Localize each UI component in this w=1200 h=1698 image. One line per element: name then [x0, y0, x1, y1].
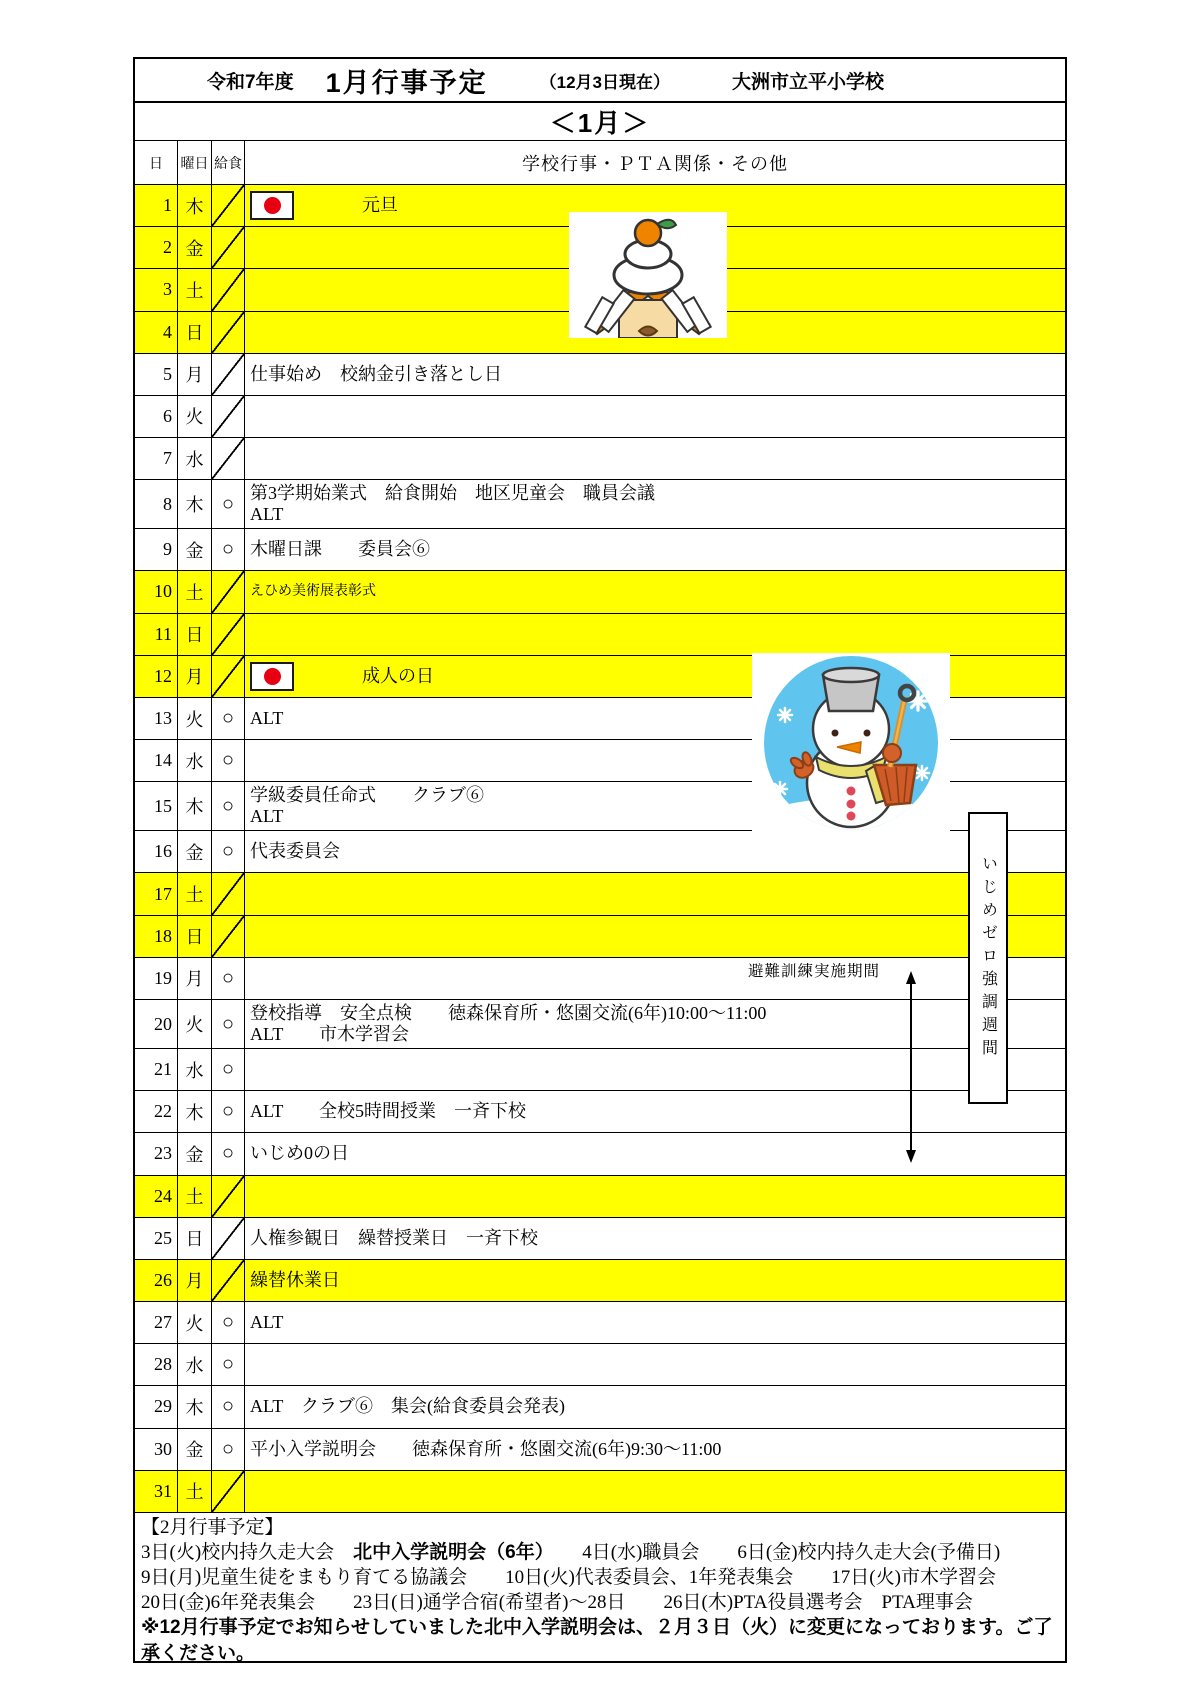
column-header-events: 学校行事・ＰＴＡ関係・その他 — [522, 153, 788, 174]
weekday-cell: 月 — [178, 354, 212, 395]
events-cell — [245, 873, 1065, 914]
snowman-illustration — [752, 653, 950, 838]
no-lunch-slash-icon — [212, 916, 245, 957]
day-number-cell: 1 — [135, 185, 178, 226]
weekday-cell: 木 — [178, 480, 212, 528]
flag-sun-disc — [264, 197, 281, 214]
document-title: 1月行事予定 — [325, 67, 488, 98]
event-text: いじめ0の日 — [250, 1143, 349, 1164]
calendar-row — [135, 1302, 1065, 1344]
no-lunch-slash-icon — [212, 1176, 245, 1217]
event-text: 人権参観日 繰替授業日 一斉下校 — [250, 1227, 538, 1248]
lunch-served-mark: ○ — [212, 1302, 245, 1343]
february-schedule-line — [141, 1540, 1057, 1565]
events-cell — [245, 1344, 1065, 1385]
weekday-cell: 火 — [178, 698, 212, 739]
month-title: ＜1月＞ — [135, 103, 1065, 141]
holiday-entry — [250, 191, 398, 220]
events-cell — [245, 396, 1065, 437]
day-number-cell: 14 — [135, 740, 178, 781]
lunch-served-mark: ○ — [212, 958, 245, 999]
lunch-served-mark: ○ — [212, 1429, 245, 1470]
japan-flag-icon — [250, 662, 294, 691]
day-number-cell: 12 — [135, 656, 178, 697]
events-cell — [245, 354, 1065, 395]
events-cell — [245, 916, 1065, 957]
lunch-served-mark: ○ — [212, 698, 245, 739]
day-number-cell: 22 — [135, 1091, 178, 1132]
events-cell — [245, 1049, 1065, 1090]
day-number-cell: 23 — [135, 1133, 178, 1174]
lunch-served-mark: ○ — [212, 1386, 245, 1427]
school-name-label: 大洲市立平小学校 — [731, 71, 884, 93]
day-number-cell: 16 — [135, 831, 178, 872]
calendar-row — [135, 1344, 1065, 1386]
day-number-cell: 27 — [135, 1302, 178, 1343]
events-cell — [245, 1000, 1065, 1048]
events-cell — [245, 1302, 1065, 1343]
event-text: えひめ美術展表彰式 — [250, 583, 376, 599]
events-cell — [245, 958, 1065, 999]
weekday-cell: 木 — [178, 782, 212, 830]
lunch-served-mark: ○ — [212, 740, 245, 781]
weekday-cell: 金 — [178, 1429, 212, 1470]
day-number-cell: 26 — [135, 1260, 178, 1301]
event-text: ALT 市木学習会 — [250, 1024, 410, 1044]
day-number-cell: 3 — [135, 269, 178, 310]
events-cell — [245, 1176, 1065, 1217]
document-header — [135, 59, 1065, 103]
change-notice-note: ※12月行事予定でお知らせしていました北中入学説明会は、２月３日（火）に変更になっております。ご了承ください。 — [141, 1617, 1053, 1664]
february-line1-bold: 北中入学説明会（6年） — [353, 1542, 545, 1563]
events-cell — [245, 1471, 1065, 1512]
calendar-row — [135, 1429, 1065, 1471]
february-schedule-line: 9日(月)児童生徒をまもり育てる協議会 10日(火)代表委員会、1年発表集会 17日(火)市木学習会 — [141, 1567, 996, 1588]
day-number-cell: 30 — [135, 1429, 178, 1470]
no-lunch-slash-icon — [212, 1471, 245, 1512]
day-number-cell: 2 — [135, 227, 178, 268]
calendar-row — [135, 1133, 1065, 1175]
calendar-row — [135, 354, 1065, 396]
day-number-cell: 24 — [135, 1176, 178, 1217]
holiday-name: 成人の日 — [362, 665, 434, 686]
evacuation-period-label: 避難訓練実施期間 — [748, 963, 881, 980]
calendar-row — [135, 1218, 1065, 1260]
february-line1-post: 4日(水)職員会 6日(金)校内持久走大会(予備日) — [544, 1542, 1001, 1563]
calendar-row — [135, 1260, 1065, 1302]
day-number-cell: 25 — [135, 1218, 178, 1259]
events-cell — [245, 1260, 1065, 1301]
as-of-date-label: （12月3日現在） — [539, 72, 670, 92]
calendar-row — [135, 571, 1065, 613]
weekday-cell: 火 — [178, 396, 212, 437]
weekday-cell: 火 — [178, 1302, 212, 1343]
weekday-cell: 金 — [178, 831, 212, 872]
no-lunch-slash-icon — [212, 227, 245, 268]
weekday-cell: 木 — [178, 1091, 212, 1132]
weekday-cell: 日 — [178, 312, 212, 353]
events-cell — [245, 529, 1065, 570]
weekday-cell: 水 — [178, 1049, 212, 1090]
weekday-cell: 日 — [178, 1218, 212, 1259]
day-number-cell: 8 — [135, 480, 178, 528]
no-lunch-slash-icon — [212, 1260, 245, 1301]
weekday-cell: 日 — [178, 916, 212, 957]
calendar-row — [135, 1471, 1065, 1512]
holiday-name: 元旦 — [362, 194, 398, 215]
day-number-cell: 9 — [135, 529, 178, 570]
events-cell — [245, 614, 1065, 655]
event-text: 繰替休業日 — [250, 1269, 340, 1290]
event-text: ALT — [250, 707, 284, 728]
lunch-served-mark: ○ — [212, 1049, 245, 1090]
footer-section — [135, 1512, 1065, 1664]
japan-flag-icon — [250, 191, 294, 220]
event-text: ALT — [250, 1312, 284, 1333]
calendar-row — [135, 438, 1065, 480]
event-text: 代表委員会 — [250, 841, 340, 862]
events-cell — [245, 1091, 1065, 1132]
bully-zero-week-label: いじめゼロ強調週間 — [968, 812, 1008, 1104]
event-text: ALT 全校5時間授業 一斉下校 — [250, 1101, 527, 1122]
events-cell — [245, 571, 1065, 612]
calendar-row — [135, 1049, 1065, 1091]
calendar-row — [135, 958, 1065, 1000]
day-number-cell: 5 — [135, 354, 178, 395]
day-number-cell: 10 — [135, 571, 178, 612]
event-text: 平小入学説明会 徳森保育所・悠園交流(6年)9:30～11:00 — [250, 1438, 722, 1459]
no-lunch-slash-icon — [212, 269, 245, 310]
day-number-cell: 7 — [135, 438, 178, 479]
weekday-cell: 土 — [178, 1176, 212, 1217]
no-lunch-slash-icon — [212, 614, 245, 655]
event-text: 学級委員任命式 クラブ⑥ — [250, 785, 484, 806]
no-lunch-slash-icon — [212, 312, 245, 353]
calendar-row — [135, 916, 1065, 958]
day-number-cell: 18 — [135, 916, 178, 957]
calendar-row — [135, 614, 1065, 656]
february-schedule-line: 20日(金)6年発表集会 23日(日)通学合宿(希望者)～28日 26日(木)PTA役員選考会 PTA理事会 — [141, 1592, 973, 1613]
lunch-served-mark: ○ — [212, 480, 245, 528]
weekday-cell: 金 — [178, 1133, 212, 1174]
no-lunch-slash-icon — [212, 438, 245, 479]
weekday-cell: 土 — [178, 269, 212, 310]
event-text: 仕事始め 校納金引き落とし日 — [250, 363, 502, 384]
no-lunch-slash-icon — [212, 354, 245, 395]
lunch-served-mark: ○ — [212, 529, 245, 570]
day-number-cell: 21 — [135, 1049, 178, 1090]
weekday-cell: 月 — [178, 1260, 212, 1301]
weekday-cell: 土 — [178, 571, 212, 612]
weekday-cell: 火 — [178, 1000, 212, 1048]
no-lunch-slash-icon — [212, 873, 245, 914]
lunch-served-mark: ○ — [212, 782, 245, 830]
day-number-cell: 31 — [135, 1471, 178, 1512]
event-text: ALT — [250, 806, 284, 827]
day-number-cell: 4 — [135, 312, 178, 353]
events-cell — [245, 1386, 1065, 1427]
day-number-cell: 11 — [135, 614, 178, 655]
calendar-row — [135, 1386, 1065, 1428]
day-number-cell: 29 — [135, 1386, 178, 1427]
events-cell — [245, 438, 1065, 479]
weekday-cell: 木 — [178, 185, 212, 226]
calendar-row — [135, 1091, 1065, 1133]
weekday-cell: 金 — [178, 227, 212, 268]
weekday-cell: 金 — [178, 529, 212, 570]
kagami-mochi-illustration — [569, 212, 727, 343]
column-header-row — [135, 141, 1065, 185]
lunch-served-mark: ○ — [212, 1344, 245, 1385]
calendar-row — [135, 1000, 1065, 1049]
day-number-cell: 19 — [135, 958, 178, 999]
weekday-cell: 土 — [178, 873, 212, 914]
day-number-cell: 6 — [135, 396, 178, 437]
weekday-cell: 水 — [178, 740, 212, 781]
event-text: ALT クラブ⑥ 集会(給食委員会発表) — [250, 1396, 565, 1417]
weekday-cell: 土 — [178, 1471, 212, 1512]
weekday-cell: 月 — [178, 958, 212, 999]
event-text: 登校指導 安全点検 徳森保育所・悠園交流(6年)10:00～11:00 — [250, 1002, 767, 1023]
weekday-cell: 木 — [178, 1386, 212, 1427]
event-text: 木曜日課 委員会⑥ — [250, 539, 430, 560]
events-cell — [245, 1218, 1065, 1259]
column-header-day: 日 — [135, 141, 178, 184]
events-cell — [245, 1429, 1065, 1470]
day-number-cell: 28 — [135, 1344, 178, 1385]
lunch-served-mark: ○ — [212, 1000, 245, 1048]
day-number-cell: 20 — [135, 1000, 178, 1048]
day-number-cell: 15 — [135, 782, 178, 830]
calendar-row — [135, 873, 1065, 915]
no-lunch-slash-icon — [212, 571, 245, 612]
calendar-rows — [135, 185, 1065, 1512]
event-text: 第3学期始業式 給食開始 地区児童会 職員会議 — [250, 482, 655, 503]
calendar-row — [135, 529, 1065, 571]
day-number-cell: 13 — [135, 698, 178, 739]
column-header-weekday: 曜日 — [178, 141, 212, 184]
no-lunch-slash-icon — [212, 656, 245, 697]
weekday-cell: 水 — [178, 438, 212, 479]
event-text: ALT — [250, 504, 284, 525]
evacuation-period-arrow-icon — [903, 970, 919, 1169]
weekday-cell: 月 — [178, 656, 212, 697]
weekday-cell: 日 — [178, 614, 212, 655]
lunch-served-mark: ○ — [212, 1091, 245, 1132]
february-line1-pre: 3日(火)校内持久走大会 — [141, 1542, 354, 1563]
no-lunch-slash-icon — [212, 396, 245, 437]
calendar-row — [135, 1176, 1065, 1218]
february-schedule-heading: 【2月行事予定】 — [141, 1517, 284, 1538]
events-cell — [245, 480, 1065, 528]
lunch-served-mark: ○ — [212, 831, 245, 872]
calendar-row — [135, 396, 1065, 438]
holiday-entry — [250, 662, 434, 691]
calendar-row — [135, 480, 1065, 529]
lunch-served-mark: ○ — [212, 1133, 245, 1174]
column-header-lunch: 給食 — [212, 141, 245, 184]
no-lunch-slash-icon — [212, 1218, 245, 1259]
weekday-cell: 水 — [178, 1344, 212, 1385]
no-lunch-slash-icon — [212, 185, 245, 226]
flag-sun-disc — [264, 668, 281, 685]
fiscal-year-label: 令和7年度 — [207, 71, 294, 93]
events-cell — [245, 1133, 1065, 1174]
day-number-cell: 17 — [135, 873, 178, 914]
